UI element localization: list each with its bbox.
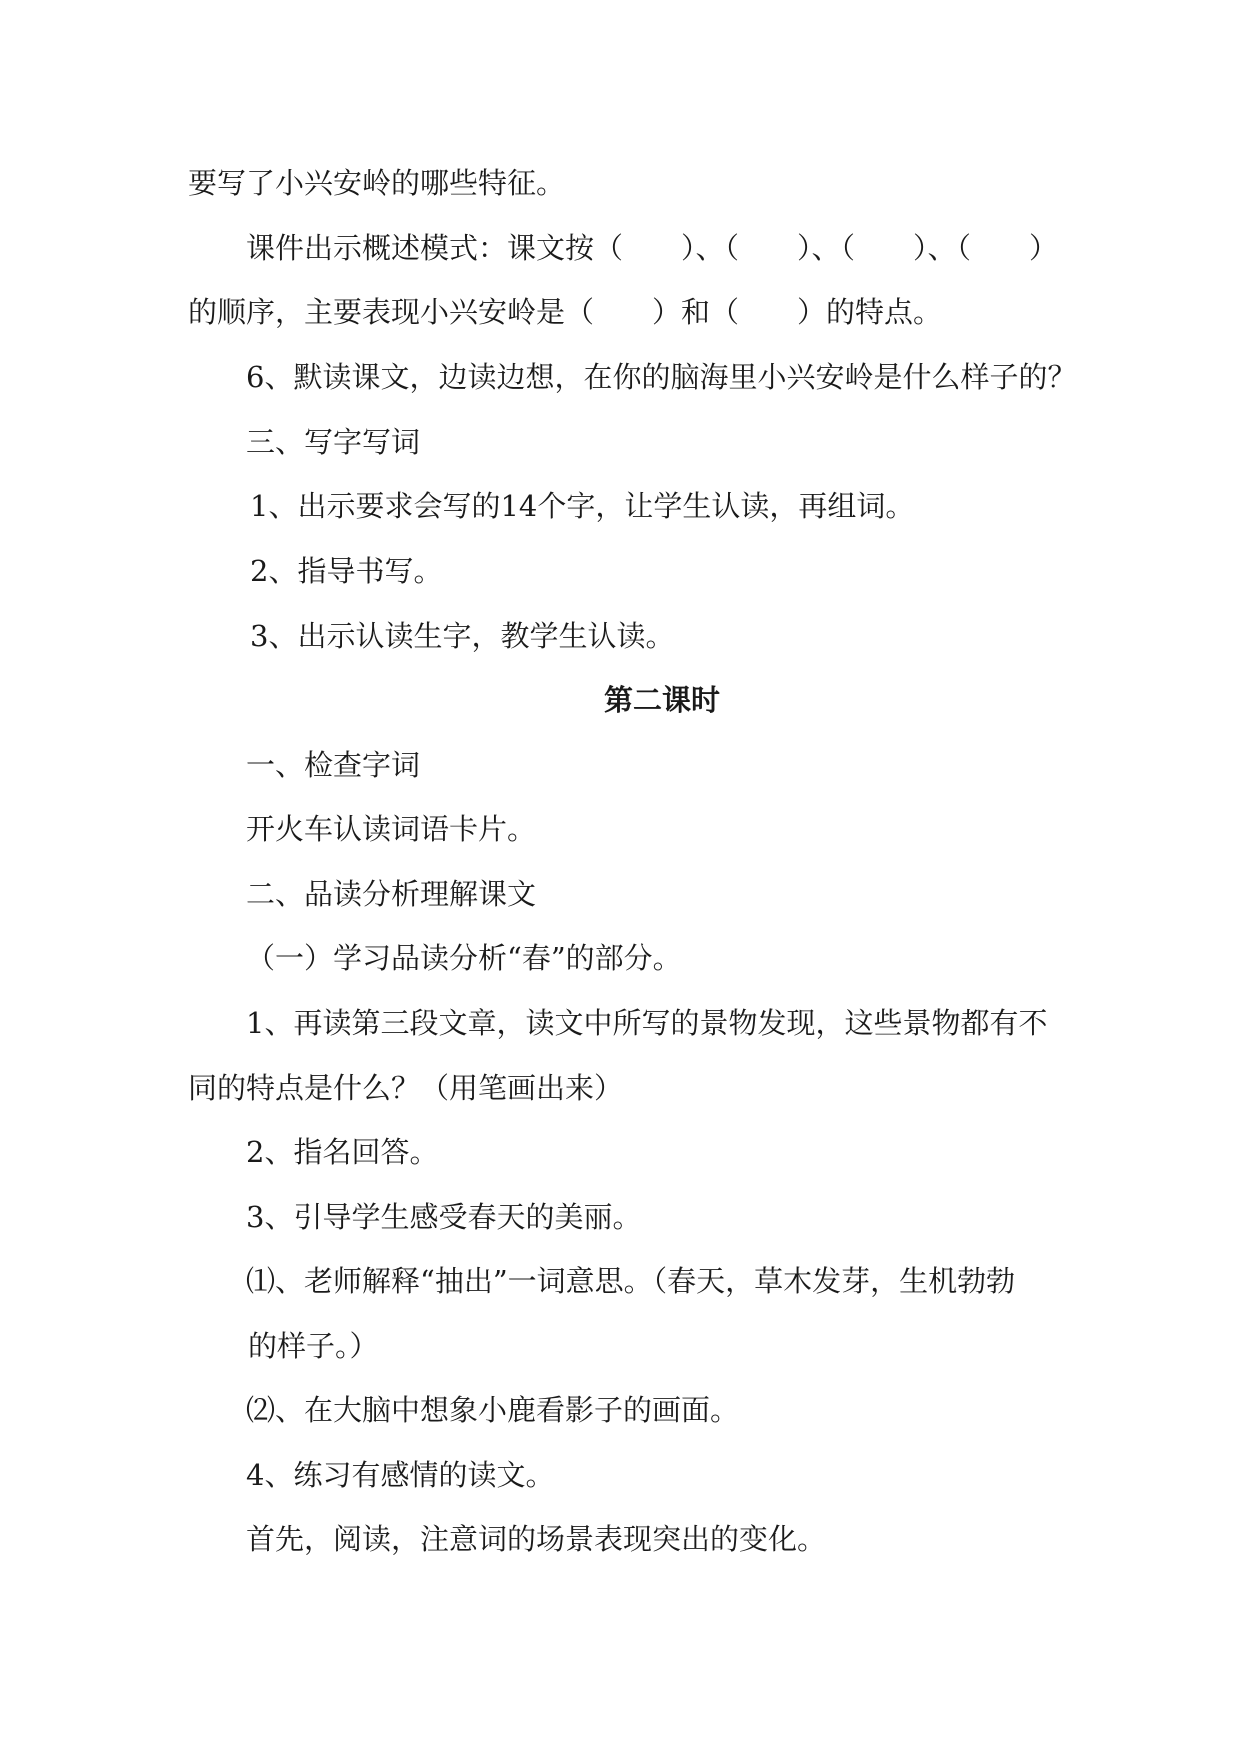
list-item: 2、指导书写。 [250, 554, 443, 588]
list-item: 2、指名回答。 [246, 1135, 439, 1169]
list-item: 4、练习有感情的读文。 [246, 1458, 555, 1492]
subsection-heading: （一）学习品读分析“春”的部分。 [246, 941, 682, 975]
paragraph-line: 课件出示概述模式：课文按（ ）、（ ）、（ ）、（ ） [246, 231, 1059, 265]
list-item: 1、再读第三段文章，读文中所写的景物发现，这些景物都有不 [246, 1006, 1048, 1040]
lesson-title: 第二课时 [604, 683, 721, 717]
section-heading: 一、检查字词 [246, 748, 421, 782]
list-item: 3、引导学生感受春天的美丽。 [246, 1200, 642, 1234]
list-item: ⑵、在大脑中想象小鹿看影子的画面。 [246, 1393, 740, 1427]
paragraph-line: 首先，阅读，注意词的场景表现突出的变化。 [246, 1522, 827, 1556]
list-item: 3、出示认读生字，教学生认读。 [250, 619, 675, 653]
paragraph-line: 开火车认读词语卡片。 [246, 812, 537, 846]
list-item: ⑴、老师解释“抽出”一词意思。（春天，草木发芽，生机勃勃 [246, 1264, 1016, 1298]
paragraph-line: 同的特点是什么？（用笔画出来） [188, 1071, 624, 1105]
section-heading: 二、品读分析理解课文 [246, 877, 537, 911]
paragraph-line: 6、默读课文，边读边想，在你的脑海里小兴安岭是什么样子的？ [246, 360, 1077, 394]
paragraph-line: 要写了小兴安岭的哪些特征。 [188, 166, 566, 200]
paragraph-line: 的样子。） [248, 1329, 379, 1363]
paragraph-line: 的顺序，主要表现小兴安岭是（ ）和（ ）的特点。 [188, 295, 943, 329]
list-item: 1、出示要求会写的14个字，让学生认读，再组词。 [250, 489, 915, 523]
section-heading: 三、写字写词 [246, 425, 421, 459]
